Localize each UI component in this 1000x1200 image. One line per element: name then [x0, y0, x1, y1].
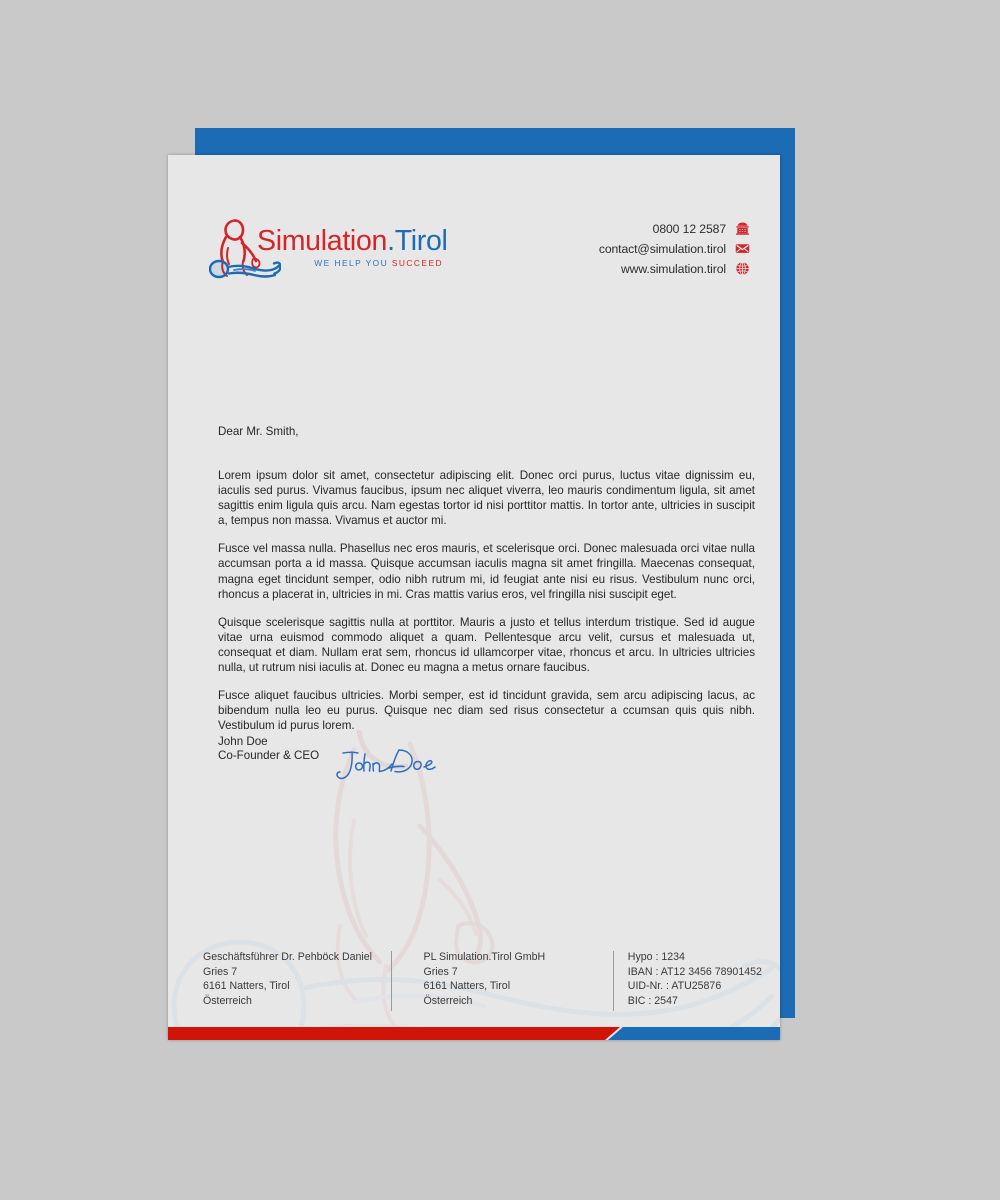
- logo-name: [257, 225, 448, 257]
- signer-role: Co-Founder & CEO: [218, 749, 320, 762]
- contact-row-website: [599, 259, 750, 278]
- logo-name-primary: Simulation: [257, 225, 388, 257]
- handwritten-signature-icon: [333, 743, 438, 783]
- salutation: Dear Mr. Smith,: [218, 425, 299, 438]
- logo-wordmark: [257, 225, 448, 268]
- footer-columns: [203, 950, 763, 1008]
- footer-line: Österreich: [203, 994, 252, 1007]
- website-url: www.simulation.tirol: [620, 261, 726, 276]
- phone-number: 0800 12 2587: [652, 221, 726, 236]
- logo-tagline-red: SUCCEED: [391, 257, 443, 268]
- signature-block: [218, 735, 518, 783]
- body-paragraph: Fusce aliquet faucibus ultricies. Morbi semper, est id tincidunt gravida, sem arcu adipiscing lacus, ac bibendum nulla leo eu purus. Quisque nec diam sed risus consectetur a ccumsan quis quis nibh. Vestibulum id purus lorem.: [218, 689, 755, 733]
- footer-line: BIC : 2547: [627, 994, 678, 1007]
- contact-details: [599, 219, 750, 279]
- footer-column-management: [203, 950, 391, 1008]
- footer-line: Hypo : 1234: [627, 951, 685, 963]
- letterhead-footer: [168, 950, 780, 1016]
- telephone-icon: [735, 221, 750, 236]
- signer-role-row: [218, 749, 518, 783]
- footer-line: UID-Nr. : ATU25876: [627, 980, 722, 993]
- body-paragraph: Lorem ipsum dolor sit amet, consectetur adipiscing elit. Donec orci purus, luctus vitae dignissim eu, iaculis sed purus. Vivamus faucibus, ipsum nec aliquet viverra, leo mauris condimentum ligula, sit amet sagittis enim ligula quis arcu. Nam egestas tortor id nisi porttitor mattis. In tortor ante, ultricies in suscipit a, tempus non massa. Vivamus et auctor mi.: [218, 469, 755, 528]
- footer-column-company: [391, 950, 613, 1008]
- letter-body: [218, 425, 755, 733]
- globe-icon: [735, 261, 750, 276]
- footer-line: 6161 Natters, Tirol: [203, 980, 290, 993]
- footer-line: IBAN : AT12 3456 78901452: [627, 965, 762, 978]
- logo-tagline: [257, 258, 443, 268]
- letter-page: [168, 155, 780, 1040]
- footer-line: Gries 7: [203, 965, 238, 978]
- contact-row-email: [599, 239, 750, 258]
- logo-tagline-blue: WE HELP YOU: [314, 257, 389, 268]
- contact-row-phone: [599, 219, 750, 238]
- signer-name: John Doe: [218, 735, 268, 748]
- logo-name-secondary: .Tirol: [387, 225, 448, 257]
- footer-line: 6161 Natters, Tirol: [423, 980, 511, 993]
- body-paragraph: Quisque scelerisque sagittis nulla at porttitor. Mauris a justo et tellus interdum tristique. Sed id augue vitae urna euismod commodo aliquet a quam. Pellentesque arcu velit, cursus et malesuada ut, consequat et diam. Nullam erat sem, rhoncus id ullamcorper vitae, rhoncus et arcu. In ultricies ultricies nulla, ut rutrum nisi iaculis at. Donec eu magna a metus ornare faucibus.: [218, 615, 755, 675]
- body-paragraph: Fusce vel massa nulla. Phasellus nec eros mauris, et scelerisque orci. Donec malesuada orci vitae nulla accumsan porta a id massa. Quisque accumsan iaculis magna sit amet fringilla. Maecenas consequat, magna eget tincidunt semper, odio nibh rutrum mi, id feugiat ante nisi eu risus. Vestibulum nunc orci, rhoncus a placerat in, ultricies in mi. Cras mattis varius eros, vel fringilla nisi suscipit eget.: [218, 542, 755, 601]
- brand-logo: [209, 217, 448, 287]
- letterhead-header: [168, 155, 780, 315]
- footer-line: Österreich: [423, 994, 473, 1007]
- footer-line: Gries 7: [423, 965, 458, 978]
- footer-line: Geschäftsführer Dr. Pehböck Daniel: [203, 951, 372, 963]
- footer-column-banking: [613, 950, 763, 1008]
- footer-line: PL Simulation.Tirol GmbH: [423, 951, 546, 963]
- bottom-color-bar: [168, 1027, 780, 1040]
- envelope-icon: [735, 241, 750, 256]
- email-address: contact@simulation.tirol: [598, 241, 726, 256]
